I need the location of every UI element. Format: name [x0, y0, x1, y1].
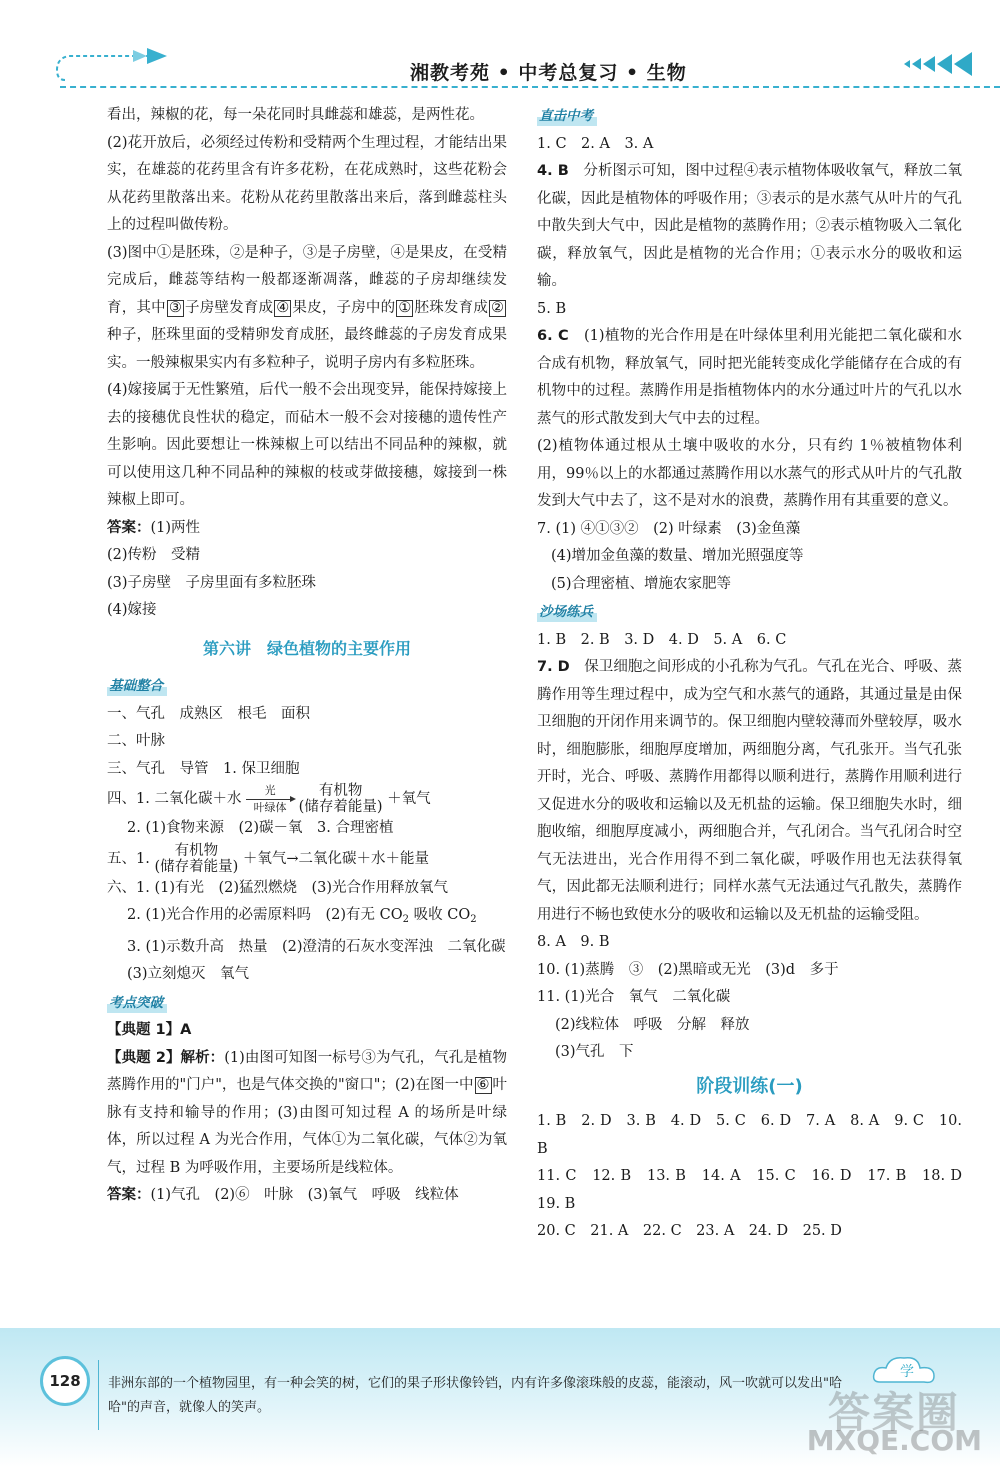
stage-heading: 阶段训练(一) [696, 1075, 803, 1097]
text-paragraph: 看出，辣椒的花，每一朵花同时具雌蕊和雄蕊，是两性花。 [107, 107, 484, 123]
footer-fact: 非洲东部的一个植物园里，有一种会笑的树，它们的果子形状像铃铛，内有许多像滚珠般的皮蕊，能滚动，风一吹就可以发出"哈哈"的声音，就像人的笑声。 [108, 1376, 842, 1415]
lecture-heading: 第六讲 绿色植物的主要作用 [202, 638, 411, 658]
answer-line: (4)嫁接 [107, 602, 157, 618]
page-title: 湘教考苑 • 中考总复习 • 生物 [410, 62, 687, 84]
footer-divider [98, 1360, 99, 1430]
boxed-number: ④ [276, 299, 290, 316]
answer-line: 10. (1)蒸腾 ③ (2)黑暗或无光 (3)d 多于 [537, 961, 839, 978]
answer-line: (3)子房壁 子房里面有多粒胚珠 [107, 574, 317, 591]
boxed-number: ① [398, 299, 412, 316]
text-paragraph: (2)植物体通过根从土壤中吸收的水分，只有约 1％被植物体利用，99％以上的水都通过蒸腾作用以水蒸气的形式从叶片的气孔散发到大气中去了，这不是对水的浪费，蒸腾作用有其重要的意义。 [537, 438, 962, 509]
answer-line: 【典题 1】A [107, 1022, 192, 1038]
answer-line: (4)增加金鱼藻的数量、增加光照强度等 [551, 548, 804, 564]
watermark: 答案圈 [827, 1388, 960, 1437]
page-header [0, 0, 1000, 100]
answer-line: 一、气孔 成熟区 根毛 面积 [107, 705, 310, 722]
boxed-number: ⑥ [476, 1077, 490, 1093]
answer-line: 二、叶脉 [107, 733, 165, 749]
section-tag: 考点突破 [107, 993, 167, 1013]
page-number: 128 [40, 1356, 90, 1406]
answer-line: 1. B 2. B 3. D 4. D 5. A 6. C [537, 631, 787, 648]
answer-line: (2)传粉 受精 [107, 547, 201, 563]
answer-line: 8. A 9. B [537, 934, 610, 950]
answer-line: (3)气孔 下 [555, 1044, 634, 1060]
answer-line: 11. C 12. B 13. B 14. A 15. C 16. D 17. B 18. D 19. B [537, 1168, 977, 1212]
section-tag: 基础整合 [107, 676, 167, 696]
answer-line: 7. (1) ④①③② (2) 叶绿素 (3)金鱼藻 [537, 520, 801, 537]
equation-line: 四、1. 二氧化碳＋水 光 叶绿体 有机物 (储存着能量) ＋氧气 [107, 783, 431, 815]
watermark-url: MXQE.COM [806, 1424, 982, 1457]
answer-line: 六、1. (1)有光 (2)猛烈燃烧 (3)光合作用释放氧气 [107, 879, 449, 896]
section-tag: 直击中考 [537, 106, 597, 126]
answer-line: 1. C 2. A 3. A [537, 135, 654, 152]
text-paragraph: (2)花开放后，必须经过传粉和受精两个生理过程，才能结出果实，在雄蕊的花药里含有许多花粉，在花成熟时，这些花粉会从花药里散落出来。花粉从花药里散落出来后，落到雌蕊柱头上的过程叫做传粉。 [107, 134, 507, 233]
svg-text:学: 学 [900, 1364, 914, 1380]
answer-line: 1. B 2. D 3. B 4. D 5. C 6. D 7. A 8. A 9. C 10. B [537, 1113, 962, 1157]
answer-line: 三、气孔 导管 1. 保卫细胞 [107, 760, 300, 777]
answer-line: 答案：(1)气孔 (2)⑥ 叶脉 (3)氧气 呼吸 线粒体 [107, 1187, 459, 1203]
text-paragraph: 【典题 2】解析：(1)由图可知图一标号③为气孔，气孔是植物蒸腾作用的"门户"，也是气体交换的"窗口"；(2)在图一中 ⑥ 叶脉有支持和输导的作用；(3)由图可知过程 A 的场所是叶绿体，所以过程 A 为光合作用，气体①为二氧化碳，气体②为氧气，过程 B 为呼吸作用，主要场所是线粒体。 [107, 1049, 508, 1176]
equation-line: 五、1. 有机物 (储存着能量) ＋氧气→二氧化碳＋水＋能量 [107, 842, 430, 875]
left-column [107, 102, 507, 1210]
answer-line: (3)立刻熄灭 氧气 [127, 966, 250, 982]
header-divider [60, 86, 1000, 88]
text-paragraph: 7. D 保卫细胞之间形成的小孔称为气孔。气孔在光合、呼吸、蒸腾作用等生理过程中，成为空气和水蒸气的通路，其通过量是由保卫细胞的开闭作用来调节的。保卫细胞内壁较薄而外壁较厚，吸水时，细胞膨胀，细胞厚度增加，两细胞分离，气孔张开。当气孔张开时，光合、呼吸、蒸腾作用都得以顺利进行，蒸腾作用顺利进行又促进水分的吸收和运输以及无机盐的运输。保卫细胞失水时，细胞收缩，细胞厚度减小，两细胞合并，气孔闭合。当气孔闭合时空气无法进出，光合作用得不到二氧化碳，呼吸作用也无法获得氧气，因此都无法顺利进行；同样水蒸气无法通过气孔散失，蒸腾作用进行不畅也致使水分的吸收和运输以及无机盐的运输受阻。 [537, 659, 963, 923]
answer-line: (5)合理密植、增施农家肥等 [551, 575, 732, 592]
answer-line: 20. C 21. A 22. C 23. A 24. D 25. D [537, 1223, 842, 1239]
answer-line: 5. B [537, 300, 567, 317]
answer-line: (2)线粒体 呼吸 分解 释放 [555, 1016, 750, 1033]
boxed-number: ② [491, 299, 505, 316]
answer-line: 2. (1)食物来源 (2)碳－氧 3. 合理密植 [127, 820, 394, 836]
text-paragraph: (3)图中①是胚珠，②是种子，③是子房壁，④是果皮，在受精完成后，雌蕊等结构一般都逐渐凋落，雌蕊的子房却继续发育，其中 ③ 子房壁发育成 ④ 果皮，子房中的 ① 胚珠发育成 ②种子，胚珠里面的受精卵发育成胚，最终雌蕊的子房发育成果实。一般辣椒果实内有多粒种子，说明子房内有多粒胚珠。 [107, 244, 507, 371]
right-column [537, 102, 977, 1246]
text-paragraph: 4. B 分析图示可知，图中过程④表示植物体吸收氧气，释放二氧化碳，因此是植物体的呼吸作用；③表示的是水蒸气从叶片的气孔中散失到大气中，因此是植物的蒸腾作用；②表示植物吸入二氧化碳，释放氧气，因此是植物的光合作用；①表示水分的吸收和运输。 [537, 163, 963, 289]
boxed-number: ③ [168, 299, 182, 316]
answer-line: 2. (1)光合作用的必需原料吗 (2)有无 $CO_2$ 吸收 $CO_2$ [127, 907, 477, 925]
text-paragraph: 6. C (1)植物的光合作用是在叶绿体里利用光能把二氧化碳和水合成有机物，释放氧气，同时把光能转变成化学能储存在合成的有机物中的过程。蒸腾作用是指植物体内的水分通过叶片的气孔以水蒸气的形式散发到大气中去的过程。 [537, 328, 962, 427]
triangle-arrows-icon [904, 52, 972, 76]
answer-line: 3. (1)示数升高 热量 (2)澄清的石灰水变浑浊 二氧化碳 [127, 938, 506, 955]
arrow-icon [55, 40, 170, 84]
section-tag: 沙场练兵 [537, 602, 597, 622]
text-paragraph: (4)嫁接属于无性繁殖，后代一般不会出现变异，能保持嫁接上去的接穗优良性状的稳定，而砧木一般不会对接穗的遗传性产生影响。因此要想让一株辣椒上可以结出不同品种的辣椒，就可以使用这几种不同品种的辣椒的枝或芽做接穗，嫁接到一株辣椒上即可。 [107, 382, 507, 508]
reaction-arrow: 光 叶绿体 [246, 784, 294, 815]
answer-line: 11. (1)光合 氧气 二氧化碳 [537, 989, 731, 1005]
answer-line: 答案：(1)两性 [107, 519, 201, 536]
